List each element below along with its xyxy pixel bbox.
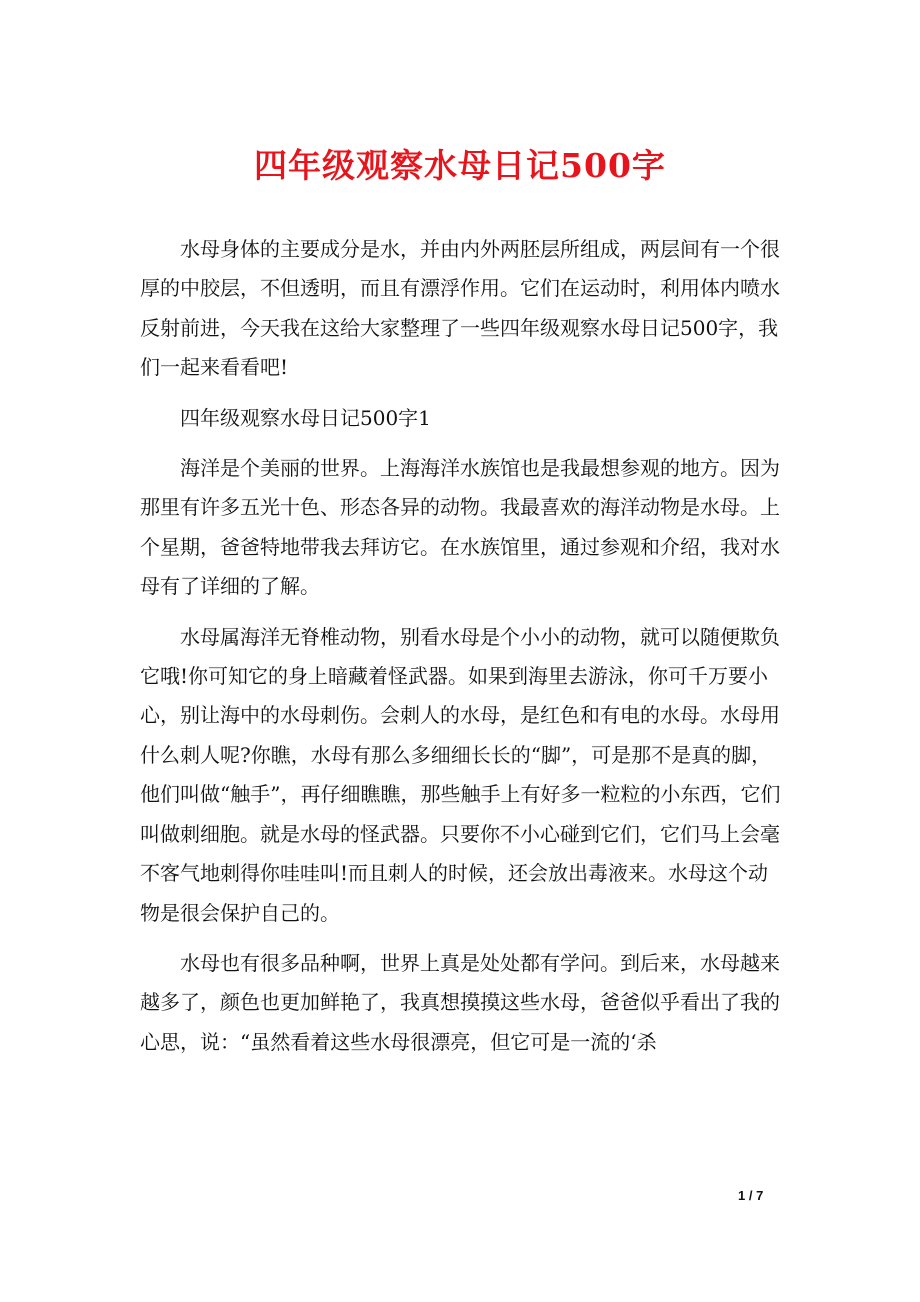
paragraph-aquarium: 海洋是个美丽的世界。上海海洋水族馆也是我最想参观的地方。因为那里有许多五光十色、形态各异的动物。我最喜欢的海洋动物是水母。上个星期，爸爸特地带我去拜访它。在水族馆里，通过参观和介绍，我对水母有了详细的了解。	[140, 456, 780, 599]
paragraph-intro: 水母身体的主要成分是水，并由内外两胚层所组成，两层间有一个很厚的中胶层，不但透明，而且有漂浮作用。它们在运动时，利用体内喷水反射前进，今天我在这给大家整理了一些四年级观察水母日记500字，我们一起来看看吧!	[140, 237, 780, 380]
page-number: 1 / 7	[738, 1188, 764, 1203]
page-title: 四年级观察水母日记500字	[254, 146, 666, 185]
paragraph-varieties: 水母也有很多品种啊，世界上真是处处都有学问。到后来，水母越来越多了，颜色也更加鲜艳了，我真想摸摸这些水母，爸爸似乎看出了我的心思，说：“虽然看着这些水母很漂亮，但它可是一流的‘杀	[140, 950, 780, 1054]
paragraph-weapons: 水母属海洋无脊椎动物，别看水母是个小小的动物，就可以随便欺负它哦!你可知它的身上暗藏着怪武器。如果到海里去游泳，你可千万要小心，别让海中的水母刺伤。会刺人的水母，是红色和有电的水母。水母用什么刺人呢?你瞧，水母有那么多细细长长的“脚”，可是那不是真的脚，他们叫做“触手”，再仔细瞧瞧，那些触手上有好多一粒粒的小东西，它们叫做刺细胞。就是水母的怪武器。只要你不小心碰到它们，它们马上会毫不客气地刺得你哇哇叫!而且刺人的时候，还会放出毒液来。水母这个动物是很会保护自己的。	[140, 624, 781, 925]
section-heading: 四年级观察水母日记500字1	[180, 405, 431, 430]
document-body	[140, 230, 782, 1062]
